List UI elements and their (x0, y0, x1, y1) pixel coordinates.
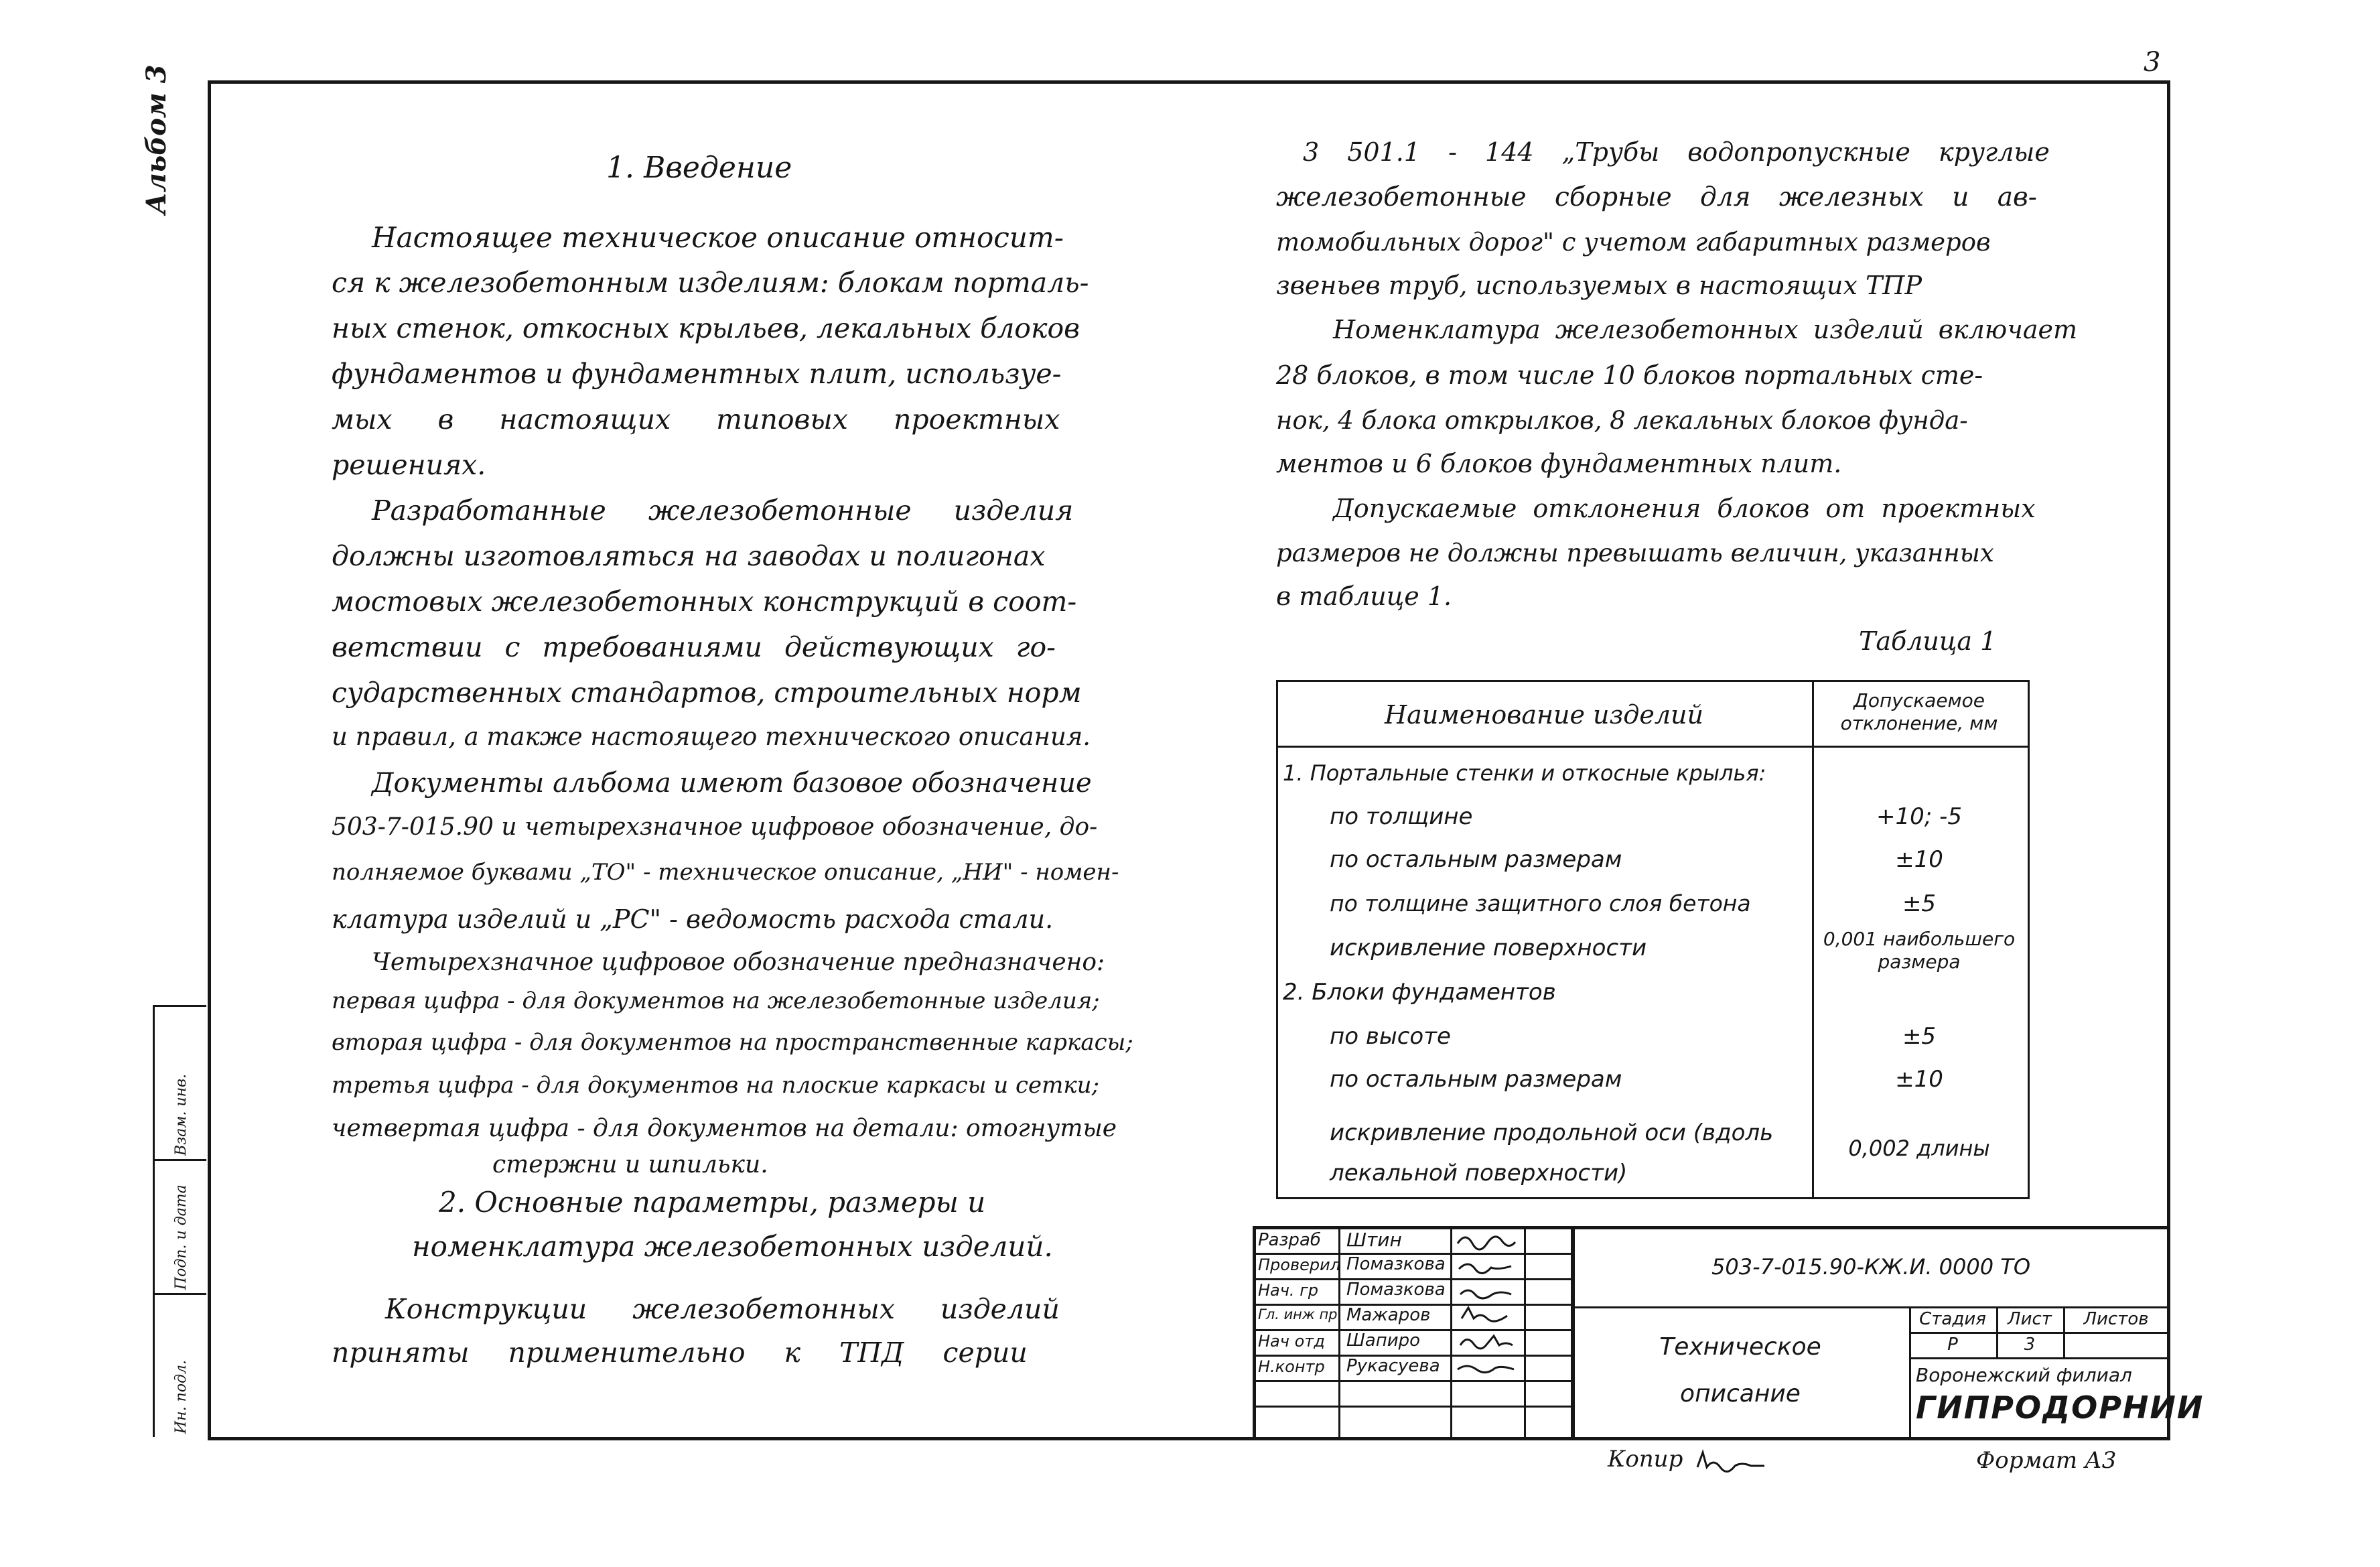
tb-role-4: Гл. инж пр (1258, 1306, 1338, 1322)
digits-line-6: стержни и шпильки. (492, 1151, 768, 1178)
series-line-3: томобильных дорог" с учетом габаритных размеров (1276, 228, 1991, 257)
heading-parameters-2: номенклатура железобетонных изделий. (412, 1230, 1053, 1263)
tb-org-name: ГИПРОДОРНИИ (1916, 1389, 2204, 1426)
heading-parameters-1: 2. Основные параметры, размеры и (439, 1186, 986, 1219)
series-line-2: железобетонные сборные для железных и ав- (1276, 182, 2037, 212)
tb-designation: 503-7-015.90-КЖ.И. 0000 ТО (1711, 1254, 2031, 1280)
table-row-8-value: ±10 (1895, 1066, 1943, 1093)
digits-line-5: четвертая цифра - для документов на детали: отогнутые (332, 1115, 1117, 1142)
tb-stage-header: Стадия (1919, 1309, 1986, 1329)
tolerance-table (1276, 680, 2030, 1199)
production-line-1: Разработанные железобетонные изделия (372, 494, 1074, 527)
footer-copied: Копир (1608, 1446, 1683, 1473)
tb-doc-title-2: описание (1680, 1380, 1801, 1408)
table-row-9-value: 0,002 длины (1848, 1136, 1990, 1161)
tb-name-1: Штин (1346, 1229, 1402, 1251)
tb-name-6: Рукасуева (1346, 1356, 1440, 1376)
tb-sheet-header: Лист (2008, 1309, 2052, 1329)
table-row-5-value: 0,001 наибольшего размера (1823, 928, 2016, 973)
copier-signature (1695, 1447, 1768, 1474)
title-block (1253, 1226, 2204, 1439)
series-line-4: звеньев труб, используемых в настоящих ТПР (1276, 271, 1922, 300)
table-row-2-name: по толщине (1330, 803, 1473, 830)
tb-role-6: Н.контр (1258, 1357, 1325, 1376)
docs-line-4: клатура изделий и „РС" - ведомость расхода стали. (332, 904, 1054, 934)
table-row-6-name: 2. Блоки фундаментов (1283, 979, 1556, 1006)
tb-role-2: Проверил (1258, 1255, 1341, 1274)
margin-stamp-inv: Ин. подл. (173, 1359, 190, 1434)
production-line-2: должны изготовляться на заводах и полигонах (332, 540, 1046, 572)
table-row-3-value: ±10 (1895, 846, 1943, 873)
production-line-4: ветствии с требованиями действующих го- (332, 631, 1056, 663)
table-row-2-value: +10; -5 (1876, 803, 1962, 830)
digits-line-4: третья цифра - для документов на плоские каркасы и сетки; (332, 1072, 1100, 1099)
frame-left (208, 80, 211, 1440)
table-row-4-value: ±5 (1902, 890, 1937, 917)
intro-line-5: мых в настоящих типовых проектных (332, 403, 1060, 435)
nomenclature-line-1: Номенклатура железобетонных изделий включает (1333, 315, 2078, 344)
table-row-8-name: по остальным размерам (1330, 1066, 1622, 1093)
docs-line-2: 503-7-015.90 и четырехзначное цифровое обозначение, до- (332, 813, 1098, 841)
table-header-tolerance: Допускаемое отклонение, мм (1840, 689, 1998, 734)
tb-name-3: Помазкова (1346, 1280, 1446, 1300)
margin-stamp (153, 1005, 206, 1437)
margin-stamp-replace: Взам. инв. (173, 1074, 190, 1156)
intro-line-6: решениях. (332, 449, 486, 481)
table-row-3-name: по остальным размерам (1330, 846, 1622, 873)
intro-line-2: ся к железобетонным изделиям: блокам порталь- (332, 267, 1089, 299)
tb-name-4: Мажаров (1346, 1305, 1431, 1325)
intro-line-3: ных стенок, откосных крыльев, лекальных блоков (332, 312, 1080, 344)
digits-line-2: первая цифра - для документов на железобетонные изделия; (332, 987, 1100, 1014)
nomenclature-line-3: нок, 4 блока открылков, 8 лекальных блоков фунда- (1276, 406, 1968, 435)
tb-stage-value: Р (1947, 1335, 1958, 1355)
footer-format: Формат А3 (1976, 1447, 2117, 1474)
tb-org-branch: Воронежский филиал (1916, 1364, 2132, 1386)
frame-top (208, 80, 2170, 84)
table-row-7-name: по высоте (1330, 1023, 1451, 1050)
construct-line-2: приняты применительно к ТПД серии (332, 1337, 1028, 1369)
table-caption: Таблица 1 (1859, 626, 1997, 656)
table-row-9-name: искривление продольной оси (вдоль лекальной поверхности) (1330, 1119, 1774, 1186)
page-number: 3 (2144, 47, 2161, 78)
table-row-1-name: 1. Портальные стенки и откосные крылья: (1283, 760, 1766, 786)
intro-line-1: Настоящее техническое описание относит- (372, 221, 1064, 254)
nomenclature-line-2: 28 блоков, в том числе 10 блоков портальных сте- (1276, 360, 1983, 390)
tolerance-line-2: размеров не должны превышать величин, указанных (1276, 539, 1994, 567)
tb-role-1: Разраб (1258, 1230, 1321, 1250)
production-line-6: и правил, а также настоящего технического описания. (332, 722, 1091, 751)
tb-name-2: Помазкова (1346, 1254, 1446, 1274)
tolerance-line-1: Допускаемые отклонения блоков от проектных (1333, 494, 2036, 523)
construct-line-1: Конструкции железобетонных изделий (385, 1293, 1060, 1325)
table-header-name: Наименование изделий (1385, 700, 1703, 730)
production-line-3: мостовых железобетонных конструкций в соот- (332, 586, 1077, 618)
digits-line-3: вторая цифра - для документов на пространственные каркасы; (332, 1029, 1133, 1056)
tb-sheet-value: 3 (2024, 1335, 2036, 1355)
table-row-7-value: ±5 (1902, 1023, 1937, 1050)
tb-name-5: Шапиро (1346, 1331, 1421, 1351)
table-row-5-name: искривление поверхности (1330, 935, 1647, 961)
heading-intro: 1. Введение (606, 151, 792, 185)
tb-doc-title-1: Техническое (1659, 1333, 1821, 1361)
nomenclature-line-4: ментов и 6 блоков фундаментных плит. (1276, 449, 1842, 478)
series-line-1: 3 501.1 - 144 „Трубы водопропускные круглые (1303, 137, 2050, 167)
production-line-5: сударственных стандартов, строительных норм (332, 677, 1082, 709)
docs-line-1: Документы альбома имеют базовое обозначение (372, 768, 1092, 799)
digits-line-1: Четырехзначное цифровое обозначение предназначено: (372, 949, 1105, 976)
signatures (1452, 1227, 1523, 1381)
tb-sheets-header: Листов (2083, 1309, 2149, 1329)
table-row-4-name: по толщине защитного слоя бетона (1330, 890, 1751, 916)
tb-role-5: Нач отд (1258, 1332, 1325, 1351)
tb-role-3: Нач. гр (1258, 1281, 1319, 1300)
intro-line-4: фундаментов и фундаментных плит, используе- (332, 358, 1062, 390)
tolerance-line-3: в таблице 1. (1276, 582, 1452, 611)
docs-line-3: полняемое буквами „ТО" - техническое описание, „НИ" - номен- (332, 859, 1119, 886)
album-label: Альбом 3 (141, 64, 172, 214)
margin-stamp-sign: Подп. и дата (173, 1184, 190, 1290)
